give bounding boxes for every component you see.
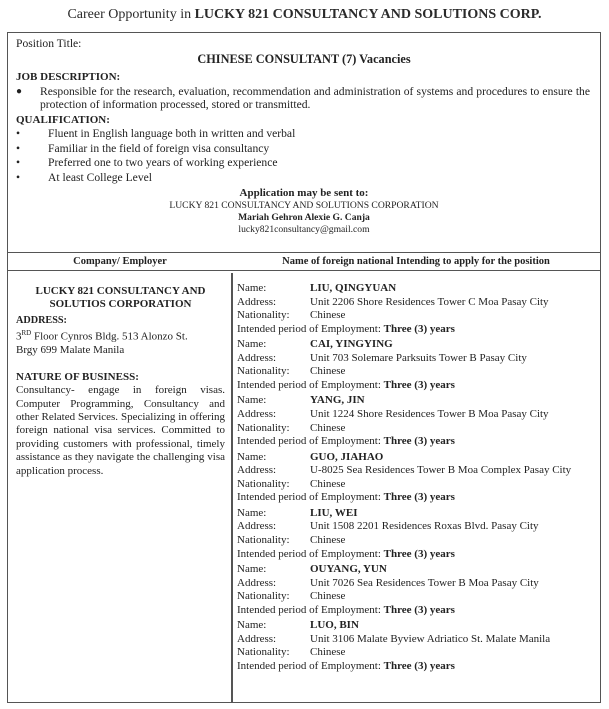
period-label: Intended period of Employment: <box>237 322 381 335</box>
applicant-period: Three (3) years <box>383 659 455 672</box>
qualification-item: • Preferred one to two years of working experience <box>16 156 278 170</box>
applicant-nationality-row <box>237 478 594 492</box>
applicant-address: U-8025 Sea Residences Tower B Moa Complex Pasay City <box>310 464 572 477</box>
applicant-nationality-row <box>237 646 594 660</box>
applicant-nationality: Chinese <box>310 365 346 378</box>
applicant-name: CAI, YINGYING <box>310 338 393 351</box>
applicant-name-row <box>237 619 594 633</box>
applicant-period: Three (3) years <box>383 378 455 391</box>
applicant-period: Three (3) years <box>383 435 455 448</box>
period-label: Intended period of Employment: <box>237 603 381 616</box>
applicant-period-row <box>237 660 594 674</box>
applicant-name: LUO, BIN <box>310 619 359 632</box>
ad-headline <box>0 0 609 30</box>
applicant-table <box>8 252 600 702</box>
applicant-address-row <box>237 577 594 591</box>
position-title: CHINESE CONSULTANT (7) Vacancies <box>197 52 411 66</box>
bullet-icon: • <box>16 127 21 140</box>
period-label: Intended period of Employment: <box>237 491 381 504</box>
applicant-address: Unit 1224 Shore Residences Tower B Moa Pasay City <box>310 407 549 420</box>
headline-company: LUCKY 821 CONSULTANCY AND SOLUTIONS CORP. <box>194 7 542 22</box>
application-email: lucky821consultancy@gmail.com <box>238 224 370 235</box>
applicant-name: LIU, QINGYUAN <box>310 282 397 294</box>
applicant-period: Three (3) years <box>383 603 455 616</box>
applicant-nationality: Chinese <box>310 309 346 322</box>
applicant-address: Unit 703 Solemare Parksuits Tower B Pasay City <box>310 351 527 364</box>
applicant-address-row <box>237 464 594 478</box>
applicant-address: Unit 7026 Sea Residences Tower B Moa Pasay City <box>310 576 539 589</box>
job-details-section <box>8 33 600 241</box>
bullet-icon: • <box>16 141 21 155</box>
applicant-name: LIU, WEI <box>310 506 358 519</box>
applicant-address-row <box>237 633 594 647</box>
application-contact: Mariah Gehron Alexie G. Canja <box>238 212 370 223</box>
applicant-nationality-row <box>237 365 594 379</box>
address-label: Address: <box>237 576 277 589</box>
nationality-label: Nationality: <box>237 646 290 659</box>
applicant-name: GUO, JIAHAO <box>310 450 384 463</box>
applicant-period: Three (3) years <box>383 547 455 560</box>
applicant-name-row <box>237 507 594 521</box>
foreign-national-cell <box>232 273 600 702</box>
nature-of-business-label: NATURE OF BUSINESS: <box>16 370 139 383</box>
address-label: Address: <box>237 464 277 477</box>
applicant-address: Unit 2206 Shore Residences Tower C Moa Pasay City <box>310 295 549 308</box>
applicant-address: Unit 1508 2201 Residences Roxas Blvd. Pasay City <box>310 520 539 533</box>
employer-address-label: ADDRESS: <box>16 314 67 326</box>
qualification-item: • Familiar in the field of foreign visa consultancy <box>16 141 270 155</box>
headline-prefix: Career Opportunity in <box>67 7 192 22</box>
applicant-period-row <box>237 379 594 393</box>
qualification-heading: QUALIFICATION: <box>16 114 110 126</box>
job-description-text: Responsible for the research, evaluation, recommendation and administration of systems and procedures to ensure the protection of information processed, stored or transmitted. <box>40 85 590 112</box>
employer-name-line2: SOLUTIOS CORPORATION <box>49 298 192 311</box>
bullet-icon: ● <box>16 86 23 97</box>
employer-address-line2: Brgy 699 Malate Manila <box>16 344 125 357</box>
job-description <box>16 85 590 111</box>
applicant-nationality: Chinese <box>310 421 346 434</box>
nationality-label: Nationality: <box>237 533 290 546</box>
applicant-nationality-row <box>237 534 594 548</box>
applicant-period-row <box>237 435 594 449</box>
applicant-address-row <box>237 408 594 422</box>
applicant-name-row <box>237 563 594 577</box>
header-divider <box>8 270 600 271</box>
nationality-label: Nationality: <box>237 421 290 434</box>
application-block <box>8 187 600 236</box>
nationality-label: Nationality: <box>237 365 290 378</box>
address-label: Address: <box>237 407 277 420</box>
name-label: Name: <box>237 506 267 519</box>
position-label: Position Title: <box>16 37 82 50</box>
employer-address-line1: 3RD Floor Cynros Bldg. 513 Alonzo St. <box>16 329 188 343</box>
application-heading: Application may be sent to: <box>239 187 369 199</box>
applicant-entry <box>237 338 594 394</box>
applicant-name-row <box>237 338 594 352</box>
applicant-nationality-row <box>237 590 594 604</box>
applicant-nationality-row <box>237 422 594 436</box>
application-company: LUCKY 821 CONSULTANCY AND SOLUTIONS CORPORATION <box>169 200 439 211</box>
applicant-period-row <box>237 548 594 562</box>
applicant-name-row <box>237 282 594 296</box>
applicants-list <box>237 282 594 675</box>
applicant-nationality: Chinese <box>310 646 346 659</box>
employer-cell <box>8 273 232 702</box>
applicant-period: Three (3) years <box>383 491 455 504</box>
address-label: Address: <box>237 632 277 645</box>
bullet-icon: • <box>16 156 21 170</box>
applicant-entry <box>237 451 594 507</box>
name-label: Name: <box>237 282 267 294</box>
applicant-name-row <box>237 394 594 408</box>
qualification-list <box>16 127 590 185</box>
applicant-period-row <box>237 604 594 618</box>
applicant-entry <box>237 563 594 619</box>
applicant-name-row <box>237 451 594 465</box>
applicant-period-row <box>237 323 594 337</box>
period-label: Intended period of Employment: <box>237 547 381 560</box>
name-label: Name: <box>237 338 267 351</box>
applicant-address-row <box>237 520 594 534</box>
address-label: Address: <box>237 295 277 308</box>
applicant-period: Three (3) years <box>383 322 455 335</box>
applicant-entry <box>237 282 594 338</box>
name-label: Name: <box>237 450 267 463</box>
name-label: Name: <box>237 619 267 632</box>
ad-frame <box>7 32 601 703</box>
address-label: Address: <box>237 520 277 533</box>
applicant-address: Unit 3106 Malate Byview Adriatico St. Malate Manila <box>310 632 551 645</box>
applicant-name: OUYANG, YUN <box>310 562 387 575</box>
applicant-entry <box>237 507 594 563</box>
applicant-nationality-row <box>237 309 594 323</box>
applicant-nationality: Chinese <box>310 533 346 546</box>
applicant-nationality: Chinese <box>310 590 346 603</box>
applicant-entry <box>237 394 594 450</box>
applicant-entry <box>237 619 594 675</box>
column-header-foreign-national: Name of foreign national Intending to apply for the position <box>282 256 550 267</box>
applicant-period-row <box>237 491 594 505</box>
employer-name-line1: LUCKY 821 CONSULTANCY AND <box>35 285 206 297</box>
qualification-item: • At least College Level <box>16 170 152 184</box>
period-label: Intended period of Employment: <box>237 435 381 448</box>
applicant-name: YANG, JIN <box>310 394 365 407</box>
bullet-icon: • <box>16 170 21 184</box>
column-header-employer: Company/ Employer <box>73 256 167 267</box>
qualification-item: • Fluent in English language both in written and verbal <box>16 127 296 140</box>
period-label: Intended period of Employment: <box>237 659 381 672</box>
applicant-nationality: Chinese <box>310 477 346 490</box>
nationality-label: Nationality: <box>237 309 290 322</box>
job-description-heading: JOB DESCRIPTION: <box>16 71 121 83</box>
period-label: Intended period of Employment: <box>237 378 381 391</box>
nationality-label: Nationality: <box>237 590 290 603</box>
nature-of-business-text: Consultancy- engage in foreign visas. Computer Programming, Consultancy and other Related Services. Specializing in offering foreign national visa services. Committed to providing customers with professional, timely assistance as they navigate the challenging visa application process. <box>16 384 225 477</box>
name-label: Name: <box>237 394 267 407</box>
name-label: Name: <box>237 562 267 575</box>
applicant-address-row <box>237 296 594 310</box>
nationality-label: Nationality: <box>237 477 290 490</box>
applicant-address-row <box>237 352 594 366</box>
address-label: Address: <box>237 351 277 364</box>
